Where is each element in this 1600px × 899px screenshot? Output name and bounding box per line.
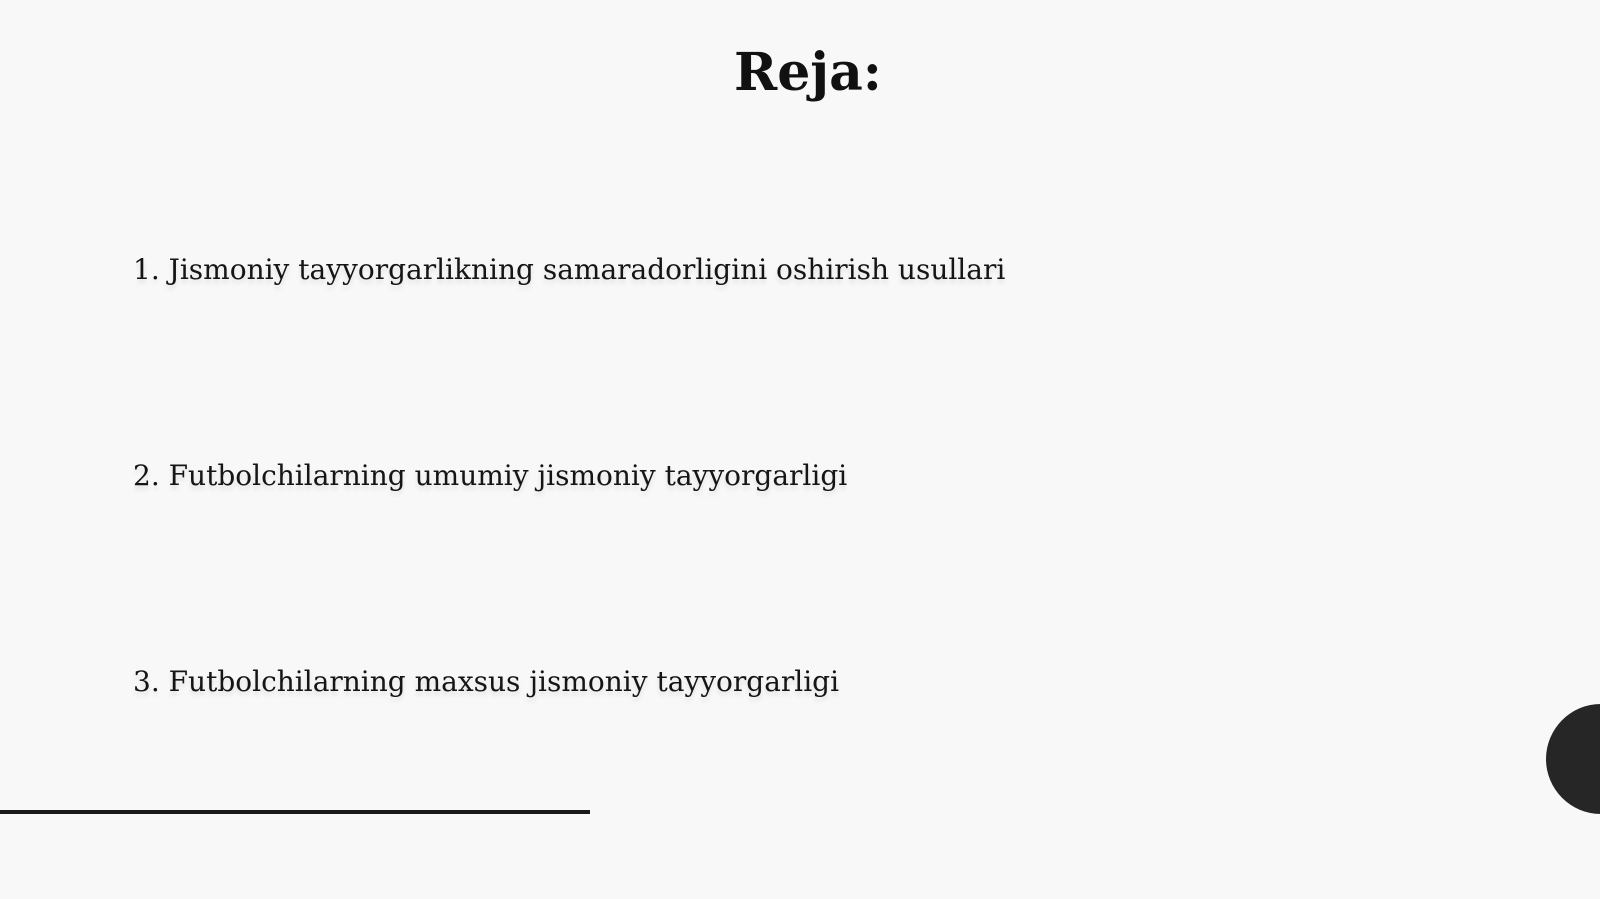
plan-item-3: 3. Futbolchilarning maxsus jismoniy tayyorgarligi xyxy=(133,665,840,698)
decorative-circle-shape xyxy=(1546,704,1600,814)
plan-item-2: 2. Futbolchilarning umumiy jismoniy tayyorgarligi xyxy=(133,459,848,492)
plan-item-1: 1. Jismoniy tayyorgarlikning samaradorligini oshirish usullari xyxy=(133,253,1006,286)
slide-title: Reja: xyxy=(733,42,882,103)
bottom-divider-line xyxy=(0,810,590,814)
